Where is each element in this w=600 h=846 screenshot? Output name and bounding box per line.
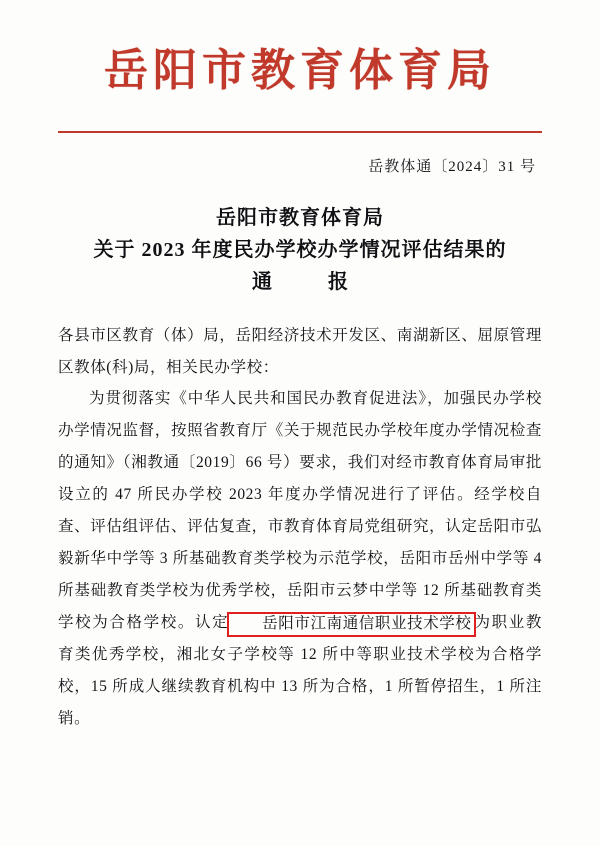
paragraph-main-part-b: 为职业教育类优秀学校，湘北女子学校等 12 所中等职业技术学校为合格学校，15 所成人继续教育机构中 13 所为合格，1 所暂停招生，1 所注销。 [58,613,542,727]
masthead-divider [58,131,542,133]
paragraph-main [58,383,542,734]
page-bottom-spacer [58,735,542,825]
title-line-1: 岳阳市教育体育局 [216,206,384,229]
masthead-title: 岳阳市教育体育局 [104,45,496,96]
document-body [58,320,542,735]
document-number: 岳教体通〔2024〕31 号 [368,158,536,175]
title-line-2: 关于 2023 年度民办学校办学情况评估结果的 [93,238,507,261]
paragraph-addressees: 各县市区教育（体）局，岳阳经济技术开发区、南湖新区、屈原管理区教体(科)局，相关民办学校： [58,326,542,376]
document-title [58,202,542,298]
paragraph-main-part-a: 为贯彻落实《中华人民共和国民办教育促进法》，加强民办学校办学情况监督，按照省教育厅《关于规范民办学校年度办学情况检查的通知》（湘教通〔2019〕66 号）要求，我们对经市教育体育局审批设立的 47 所民办学校 2023 年度办学情况进行了评估。经学校自查、评估组评估、评估复查，市教育体育局党组研究，认定岳阳市弘毅新华中学等 3 所基础教育类学校为示范学校，岳阳市岳州中学等 4 所基础教育类学校为优秀学校，岳阳市云梦中学等 12 所基础教育类学校为合格学校。认定 [58,390,542,631]
title-line-3: 通 报 [252,270,366,293]
highlighted-school-name: 岳阳市江南通信职业技术学校 [227,612,475,637]
masthead [58,0,542,133]
